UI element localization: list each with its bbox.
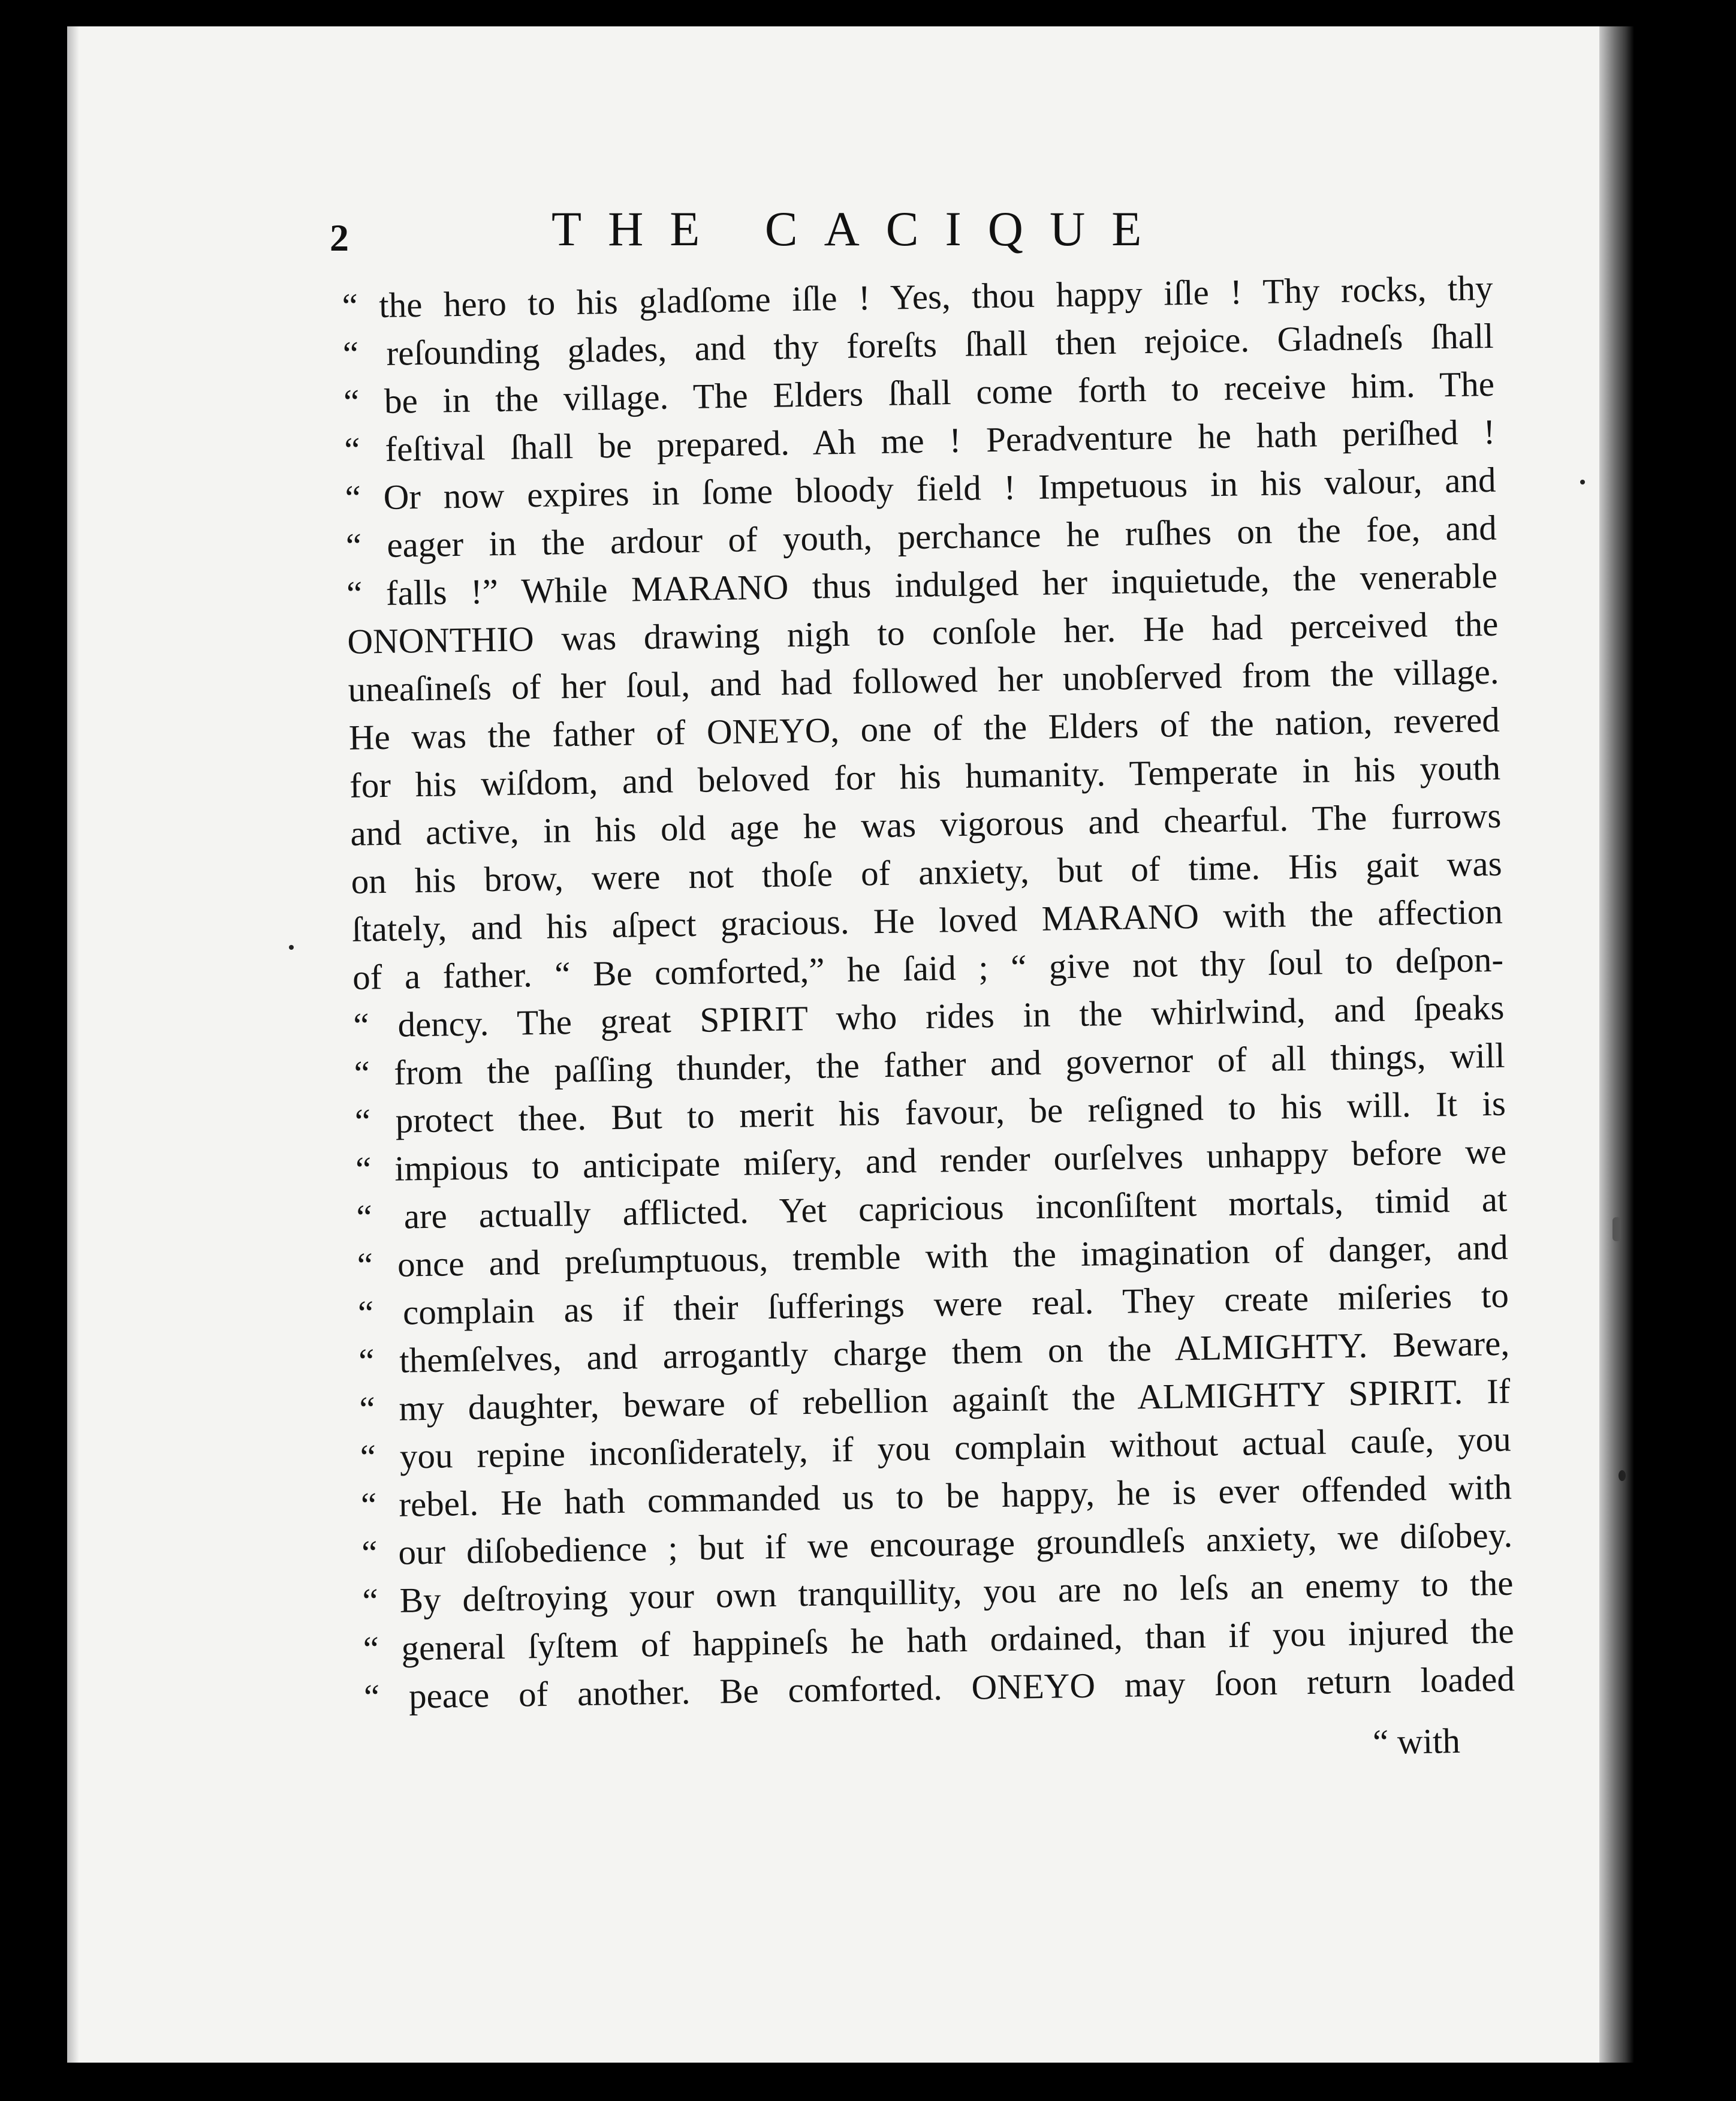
text-line: “ are actually afflicted. Yet capricious inconſiſtent mortals, timid at [355, 1179, 1508, 1237]
text-line: and active, in his old age he was vigorous and chearful. The furrows [349, 795, 1502, 853]
book-spine-shadow [1599, 26, 1634, 2063]
ink-speck [1580, 480, 1585, 484]
text-line: “ complain as if their ſufferings were real. They create miſeries to [357, 1275, 1509, 1333]
text-line: “ By deſtroying your own tranquillity, you are no leſs an enemy to the [362, 1563, 1514, 1621]
text-line: “ once and preſumptuous, tremble with the imagination of danger, and [357, 1227, 1509, 1285]
text-line: “ be in the village. The Elders ſhall come forth to receive him. The [343, 363, 1495, 422]
text-line: “ protect thee. But to merit his favour, be reſigned to his will. It is [354, 1083, 1506, 1141]
text-line: “ Or now expires in ſome bloody field ! Impetuous in his valour, and [345, 459, 1496, 517]
text-line: “ peace of another. Be comforted. ONEYO may ſoon return loaded [363, 1658, 1515, 1717]
text-line: ſtately, and his aſpect gracious. He loved MARANO with the affection [351, 891, 1503, 949]
ink-speck [289, 945, 294, 950]
text-line: on his brow, were not thoſe of anxiety, but of time. His gait was [351, 843, 1502, 901]
text-line: for his wiſdom, and beloved for his humanity. Temperate in his youth [349, 747, 1501, 805]
text-line: “ reſounding glades, and thy foreſts ſhall then rejoice. Gladneſs ſhall [342, 315, 1494, 374]
text-line: ONONTHIO was drawing nigh to conſole her. He had perceived the [346, 603, 1499, 661]
text-line: of a father. “ Be comforted,” he ſaid ; “ give not thy ſoul to deſpon- [352, 939, 1504, 997]
catchword: “ with [1372, 1720, 1461, 1762]
text-line: “ impious to anticipate miſery, and render ourſelves unhappy before we [355, 1131, 1507, 1189]
text-line: “ falls !” While MARANO thus indulged her inquietude, the venerable [346, 555, 1498, 613]
ink-speck [1613, 1217, 1621, 1241]
text-line: “ rebel. He hath commanded us to be happy, he is ever offended with [360, 1467, 1512, 1525]
text-line: “ our diſobedience ; but if we encourage groundleſs anxiety, we diſobey. [361, 1515, 1513, 1573]
ink-speck [1619, 1470, 1626, 1481]
text-line: “ you repine inconſiderately, if you complain without actual cauſe, you [360, 1419, 1512, 1477]
text-line: “ dency. The great SPIRIT who rides in the whirlwind, and ſpeaks [352, 987, 1505, 1045]
text-line: “ from the paſſing thunder, the father and governor of all things, will [354, 1035, 1506, 1093]
scan-border [67, 2063, 1634, 2101]
text-line: “ eager in the ardour of youth, perchance he ruſhes on the foe, and [345, 507, 1497, 565]
text-line: “ my daughter, beware of rebellion againſt the ALMIGHTY SPIRIT. If [359, 1371, 1511, 1429]
text-line: uneaſineſs of her ſoul, and had followed her unobſerved from the village. [348, 651, 1499, 709]
running-title: THE CACIQUE [551, 201, 1168, 256]
page-edge-shadow [67, 26, 79, 2063]
text-line: “ themſelves, and arrogantly charge them on the ALMIGHTY. Beware, [358, 1323, 1510, 1381]
text-line: “ the hero to his gladſome iſle ! Yes, thou happy iſle ! Thy rocks, thy [342, 267, 1493, 326]
text-line: “ feſtival ſhall be prepared. Ah me ! Peradventure he hath periſhed ! [343, 411, 1496, 469]
body-text [342, 264, 1515, 1721]
text-line: “ general ſyſtem of happineſs he hath ordained, than if you injured the [363, 1611, 1515, 1669]
page-number: 2 [330, 216, 349, 259]
text-line: He was the father of ONEYO, one of the Elders of the nation, revered [348, 699, 1500, 757]
